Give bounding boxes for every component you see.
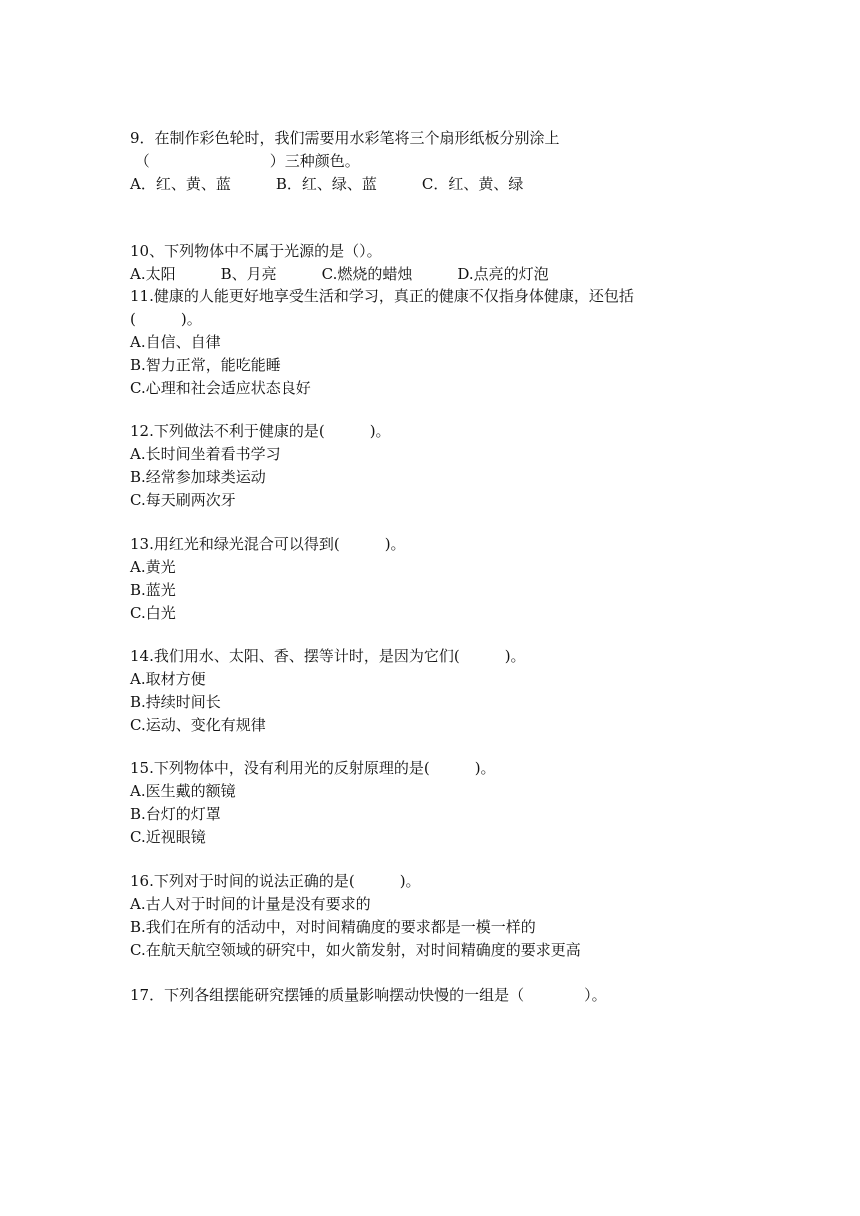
question-14-stem: 14.我们用水、太阳、香、摆等计时，是因为它们( )。: [130, 647, 526, 665]
question-11-stem-line-2: ( )。: [130, 310, 202, 328]
question-10-options: A.太阳 B、月亮 C.燃烧的蜡烛 D.点亮的灯泡: [130, 265, 549, 283]
question-16: [130, 870, 750, 962]
question-10: [130, 240, 750, 286]
question-12-option-c: C.每天刷两次牙: [130, 491, 236, 509]
question-11-option-c: C.心理和社会适应状态良好: [130, 379, 311, 397]
question-15: [130, 757, 750, 849]
question-12-option-a: A.长时间坐着看书学习: [130, 445, 281, 463]
question-13-option-c: C.白光: [130, 604, 176, 622]
question-9-options: A．红、黄、蓝 B．红、绿、蓝 C．红、黄、绿: [130, 175, 524, 193]
question-11-option-b: B.智力正常，能吃能睡: [130, 356, 281, 374]
question-14-option-c: C.运动、变化有规律: [130, 716, 266, 734]
question-17-stem: 17．下列各组摆能研究摆锤的质量影响摆动快慢的一组是（ ）。: [130, 986, 607, 1004]
question-12: [130, 420, 750, 512]
question-14-option-a: A.取材方便: [130, 670, 206, 688]
question-14: [130, 645, 750, 737]
question-9-stem-line-1: 9．在制作彩色轮时，我们需要用水彩笔将三个扇形纸板分别涂上: [130, 129, 560, 147]
question-13-option-b: B.蓝光: [130, 581, 176, 599]
question-14-option-b: B.持续时间长: [130, 693, 221, 711]
question-11-stem-line-1: 11.健康的人能更好地享受生活和学习，真正的健康不仅指身体健康，还包括: [130, 287, 634, 305]
question-10-stem: 10、下列物体中不属于光源的是（）。: [130, 242, 382, 260]
question-12-stem: 12.下列做法不利于健康的是( )。: [130, 422, 391, 440]
question-13-stem: 13.用红光和绿光混合可以得到( )。: [130, 535, 406, 553]
question-16-option-b: B.我们在所有的活动中，对时间精确度的要求都是一模一样的: [130, 918, 536, 936]
question-11: [130, 285, 750, 400]
question-17: [130, 984, 750, 1007]
question-15-option-c: C.近视眼镜: [130, 828, 206, 846]
question-16-option-a: A.古人对于时间的计量是没有要求的: [130, 895, 371, 913]
question-11-option-a: A.自信、自律: [130, 333, 221, 351]
question-9-stem-line-2: （ ）三种颜色。: [130, 152, 360, 170]
question-16-option-c: C.在航天航空领域的研究中，如火箭发射，对时间精确度的要求更高: [130, 941, 581, 959]
question-16-stem: 16.下列对于时间的说法正确的是( )。: [130, 872, 421, 890]
question-13-option-a: A.黄光: [130, 558, 176, 576]
question-13: [130, 533, 750, 625]
question-15-option-b: B.台灯的灯罩: [130, 805, 221, 823]
question-9: [130, 127, 750, 196]
question-15-option-a: A.医生戴的额镜: [130, 782, 236, 800]
question-12-option-b: B.经常参加球类运动: [130, 468, 266, 486]
question-15-stem: 15.下列物体中，没有利用光的反射原理的是( )。: [130, 759, 496, 777]
